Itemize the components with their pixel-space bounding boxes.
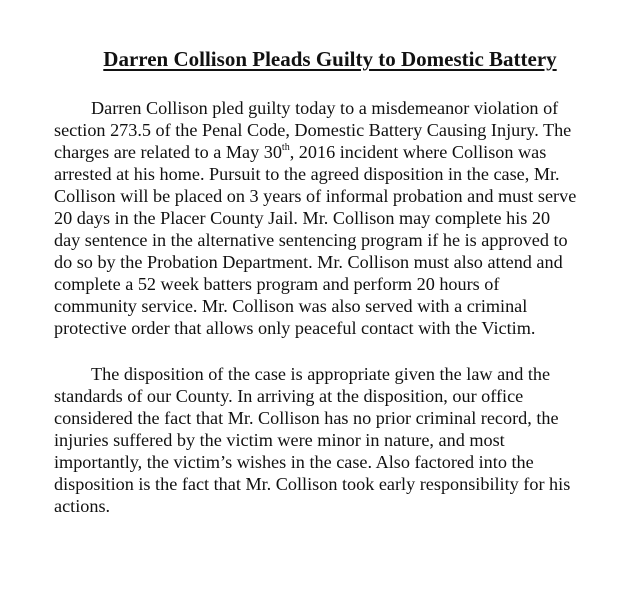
paragraph-2-line-7: actions.	[54, 496, 111, 516]
paragraph-1-line-3	[54, 141, 546, 163]
document-title: Darren Collison Pleads Guilty to Domestic Battery	[103, 47, 557, 71]
paragraph-1-line-5: Collison will be placed on 3 years of informal probation and must serve	[54, 186, 577, 206]
paragraph-1-line-9: complete a 52 week batters program and perform 20 hours of	[54, 274, 500, 294]
paragraph-2-line-6: disposition is the fact that Mr. Collison took early responsibility for his	[54, 474, 571, 494]
ordinal-suffix: th	[281, 141, 290, 153]
paragraph-1-line-8: do so by the Probation Department. Mr. Collison must also attend and	[54, 252, 563, 272]
paragraph-1-line-11: protective order that allows only peaceful contact with the Victim.	[54, 318, 536, 338]
paragraph-2-line-1: The disposition of the case is appropriate given the law and the	[91, 364, 551, 384]
paragraph-1-line-4: arrested at his home. Pursuit to the agreed disposition in the case, Mr.	[54, 164, 560, 184]
paragraph-1-line-1: Darren Collison pled guilty today to a misdemeanor violation of	[91, 98, 559, 118]
paragraph-1-line-7: day sentence in the alternative sentencing program if he is approved to	[54, 230, 568, 250]
date-text: charges are related to a May 30	[54, 142, 282, 162]
date-continuation: , 2016 incident where Collison was	[289, 142, 547, 162]
paragraph-1-line-10: community service. Mr. Collison was also served with a criminal	[54, 296, 528, 316]
paragraph-2-line-3: considered the fact that Mr. Collison has no prior criminal record, the	[54, 408, 559, 428]
paragraph-1-line-6: 20 days in the Placer County Jail. Mr. Collison may complete his 20	[54, 208, 551, 228]
paragraph-2-line-2: standards of our County. In arriving at the disposition, our office	[54, 386, 524, 406]
paragraph-2-line-4: injuries suffered by the victim were minor in nature, and most	[54, 430, 505, 450]
paragraph-2-line-5: importantly, the victim’s wishes in the case. Also factored into the	[54, 452, 534, 472]
paragraph-1-line-2: section 273.5 of the Penal Code, Domestic Battery Causing Injury. The	[54, 120, 572, 140]
